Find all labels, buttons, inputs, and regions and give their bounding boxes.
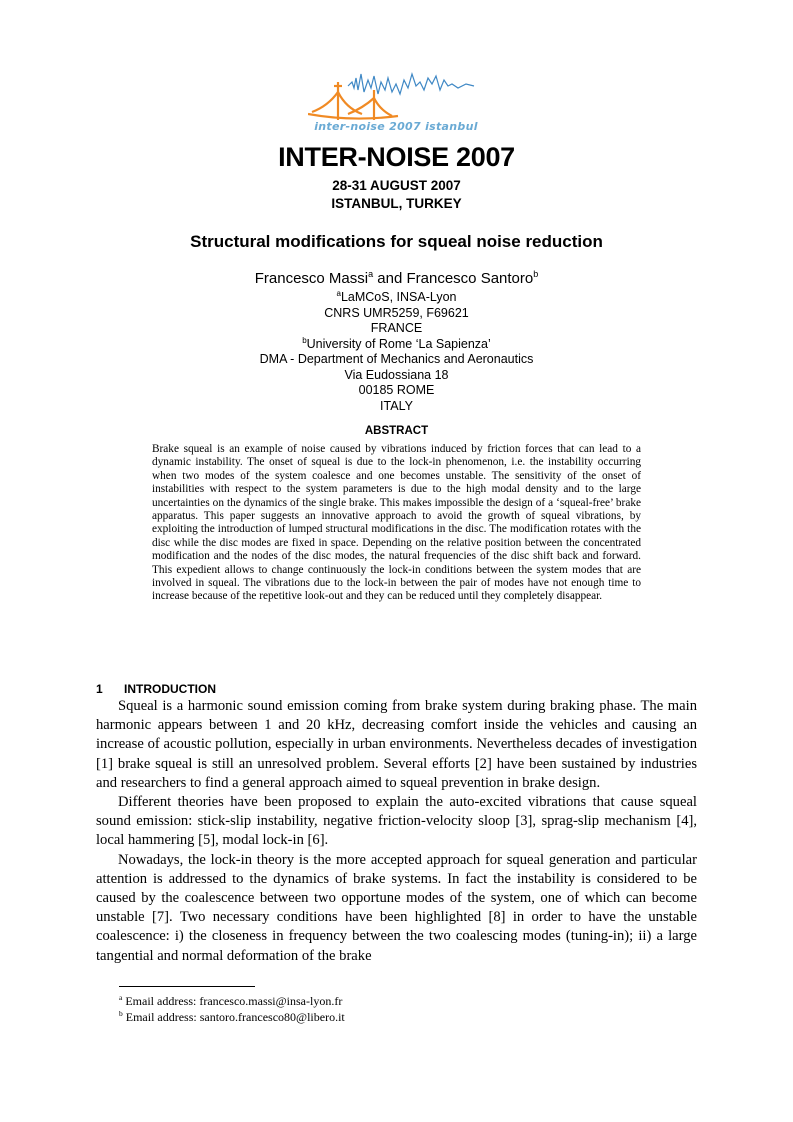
- affiliation-text: Via Eudossiana 18: [344, 367, 449, 382]
- conference-date: 28-31 AUGUST 2007: [332, 178, 461, 193]
- conference-title: INTER-NOISE 2007: [278, 142, 515, 172]
- footnote: [119, 993, 345, 1009]
- section-title: INTRODUCTION: [124, 682, 216, 696]
- abstract-text: Brake squeal is an example of noise caused by vibrations induced by friction forces that can lead to a dynamic instability. The onset of squeal is due to the lock-in phenomenon, i.e. the instability occurring when two modes of the system coalesce and one becomes unstable. The sensitivity of the onset of instabilities with respect to the system parameters is due to the high modal density and to the large uncertainties on the dynamics of the single brake. This makes impossible the design of a ‘squeal-free’ brake apparatus. This paper suggests an innovative approach to avoid the growth of squeal vibrations, by exploiting the introduction of lumped structural modifications in the disc. The modification rotates with the disc while the disc modes are fixed in space. Depending on the relative position between the concentrated modification and the nodes of the disc modes, the natural frequencies of the disc shift back and forward. This expedient allows to change continuously the lock-in conditions between the system modes that are involved in squeal. The vibrations due to the lock-in between the pair of modes have not enough time to increase because of the repetitive look-out and they can be reduced until they completely disappear.: [152, 443, 641, 603]
- affiliation-mark: a: [336, 289, 341, 298]
- conference-place: ISTANBUL, TURKEY: [331, 196, 462, 211]
- affiliation-text: FRANCE: [370, 321, 423, 335]
- paragraph: Nowadays, the lock-in theory is the more accepted approach for squeal generation and particular attention is addressed to the dynamics of brake systems. In fact the instability is considered to be caused by the coalescence between two opportune modes of the system, one of which can become unstable [7]. Two necessary conditions have been highlighted [8] in order to have the unstable coalescence: i) the closeness in frequency between the two coalescing modes (tuning-in); ii) a large tangential and normal deformation of the brake: [96, 851, 697, 964]
- body-text: [96, 697, 697, 966]
- affiliation-line: [0, 321, 793, 337]
- affiliation-line: [0, 399, 793, 415]
- sound-wave-graphic: [348, 74, 474, 94]
- affiliation-mark: b: [533, 269, 539, 279]
- paragraph: Different theories have been proposed to explain the auto-excited vibrations that cause squeal sound emission: stick-slip instability, negative friction-velocity sloop [3], sprag-slip mechanism [4], local hammering [5], modal lock-in [6].: [96, 794, 697, 849]
- paper-title: Structural modifications for squeal noise reduction: [190, 232, 603, 251]
- footnote: [119, 1009, 345, 1025]
- affiliation-text: DMA - Department of Mechanics and Aeronautics: [259, 352, 534, 366]
- affiliation-text: University of Rome ‘La Sapienza’: [306, 336, 491, 351]
- author-name: Francesco Santoro: [406, 270, 534, 287]
- abstract-heading: ABSTRACT: [364, 425, 429, 437]
- logo-caption: inter-noise 2007 istanbul: [314, 120, 478, 133]
- section-number: 1: [96, 682, 103, 696]
- footnote-text: Email address: santoro.francesco80@libero.it: [125, 1010, 345, 1024]
- affiliation-text: 00185 ROME: [358, 383, 435, 397]
- footnotes: [119, 993, 345, 1025]
- affiliation-line: [0, 368, 793, 384]
- affiliation-line: [0, 337, 793, 353]
- affiliation-line: [0, 383, 793, 399]
- affiliation-text: CNRS UMR5259, F69621: [324, 305, 469, 320]
- affiliation-text: ITALY: [380, 398, 413, 413]
- paragraph: Squeal is a harmonic sound emission coming from brake system during braking phase. The main harmonic appears between 1 and 20 kHz, decreasing comfort inside the vehicles and causing an increase of acoustic pollution, especially in urban environments. Nevertheless decades of investigation [1] brake squeal is still an unresolved problem. Several efforts [2] have been sustained by industries and researchers to find a general approach aimed to squeal prevention in brake design.: [96, 698, 697, 791]
- affiliation-mark: b: [302, 335, 307, 345]
- authors-line: [0, 270, 793, 287]
- affiliation-line: [0, 290, 793, 306]
- footnote-rule: [119, 986, 255, 987]
- author-conjunction: and: [373, 270, 407, 287]
- affiliation-mark: a: [368, 269, 374, 279]
- affiliation-line: [0, 352, 793, 368]
- footnote-text: Email address: francesco.massi@insa-lyon.fr: [125, 994, 343, 1008]
- section-heading: [96, 682, 216, 696]
- affiliations: [0, 290, 793, 414]
- author-name: Francesco Massi: [254, 270, 369, 287]
- footnote-mark: b: [119, 1009, 123, 1018]
- footnote-mark: a: [119, 993, 123, 1002]
- affiliation-line: [0, 306, 793, 322]
- affiliation-text: LaMCoS, INSA-Lyon: [340, 290, 457, 304]
